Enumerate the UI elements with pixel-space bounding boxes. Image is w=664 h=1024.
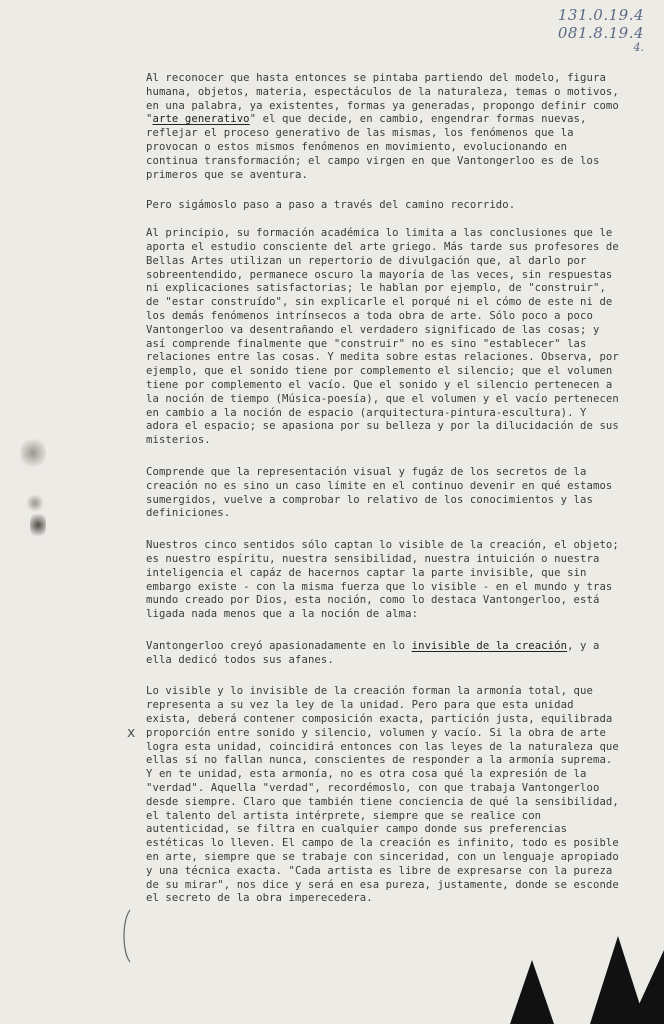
paragraph-text: " el que decide, en cambio, engendrar formas nuevas, reflejar el proceso generativo de las mismas, los fenómenos que la provocan o estos mismos fenómenos en movimiento, evolucionando en continua transformación; el campo virgen en que Vantongerloo es de los primeros que se aventura. xyxy=(146,113,600,181)
paragraph-text: , y a ella dedicó todos sus afanes. xyxy=(146,639,600,666)
underlined-term: invisible de la creación xyxy=(411,639,568,652)
paper-stain xyxy=(26,494,44,512)
paper-stain xyxy=(20,436,46,470)
typed-text-body xyxy=(146,72,624,920)
torn-corner xyxy=(470,930,664,1024)
paragraph: Pero sigámoslo paso a paso a través del camino recorrido. xyxy=(146,199,516,212)
punch-hole xyxy=(30,510,46,540)
paragraph: Lo visible y lo invisible de la creación forman la armonía total, que representa a su vez la ley de la unidad. Pero para que esta unidad exista, deberá contener composición exacta, partición justa, equilibrada proporción entre sonido y silencio, volumen y vacío. Si la obra de arte logra esta unidad, coincidirá entonces con las leyes de la naturaleza que ellas sí no fallan nunca, conscientes de responder a la armonía suprema. Y en te unidad, esta armonía, no es otra cosa qué la expresión de la "verdad". Aquella "verdad", recordémoslo, con que trabaja Vantongerloo desde siempre. Claro que también tiene conciencia de qué la sensibilidad, el talento del artista intérprete, siempre que se realice con autenticidad, se filtra en cualquier campo donde sus preferencias estéticas lo lleven. El campo de la creación es infinito, todo es posible en arte, siempre que se trabaje con sinceridad, con un lenguaje apropiado y una técnica exacta. "Cada artista es libre de expresarse con la pureza de su mirar", nos dice y será en esa pureza, justamente, donde se esconde el secreto de la obra imperecedera. xyxy=(146,685,619,905)
paragraph: Comprende que la representación visual y fugáz de los secretos de la creación no es sino un caso límite en el continuo devenir en qué estamos sumergidos, vuelve a comprobar lo relativo de los conocimientos y las definiciones. xyxy=(146,465,613,520)
reference-line-1: 131.0.19.4 xyxy=(557,6,644,24)
reference-line-2: 081.8.19.4 xyxy=(557,24,644,42)
paragraph: Al principio, su formación académica lo limita a las conclusiones que le aporta el estudio consciente del arte griego. Más tarde sus profesores de Bellas Artes utilizan un repertorio de divulgación que, al darlo por sobreentendido, permanece oscuro la mayoría de las veces, sin respuestas ni explicaciones satisfactorias; le hablan por ejemplo, de "construir", de "estar construído", sin explicarle el porqué ni el cómo de este ni de los demás fenómenos intrínsecos a toda obra de arte. Sólo poco a poco Vantongerloo va desentrañando el verdadero significado de las cosas; y así comprende finalmente que "construir" no es sino "establecer" las relaciones entre las cosas. Y medita sobre estas relaciones. Observa, por ejemplo, que el sonido tiene por complemento el silencio; que el volumen tiene por complemento el vacío. Que el sonido y el silencio pertenecen a la noción de tiempo (Música-poesía), que el volumen y el vacío pertenecen en cambio a la noción de espacio (arquitectura-pintura-escultura). Y adora el espacio; se apasiona por su belleza y por la dilucidación de sus misterios. xyxy=(146,227,619,447)
page-number: 4. xyxy=(633,41,644,54)
underlined-term: arte generativo xyxy=(152,113,250,126)
margin-mark: x xyxy=(127,725,136,741)
paragraph xyxy=(146,640,624,668)
margin-bracket xyxy=(120,908,132,964)
paragraph-text: Al reconocer que hasta entonces se pintaba partiendo del modelo, figura humana, objetos, materia, espectáculos de la naturaleza, temas o motivos, en una palabra, ya existentes, formas ya generadas, propongo definir como " xyxy=(146,72,619,126)
paragraph-text: Vantongerloo creyó apasionadamente en lo xyxy=(146,639,412,652)
paragraph: Nuestros cinco sentidos sólo captan lo visible de la creación, el objeto; es nuestro espíritu, nuestra sensibilidad, nuestra intuición o nuestra inteligencia el capáz de hacernos captar la parte invisible, que sin embargo existe - con la misma fuerza que lo visible - en el mundo y tras mundo creado por Dios, esta noción, como lo destaca Vantongerloo, está ligada nada menos que a la noción de alma: xyxy=(146,539,619,621)
paragraph xyxy=(146,72,624,182)
archive-reference xyxy=(558,6,644,53)
